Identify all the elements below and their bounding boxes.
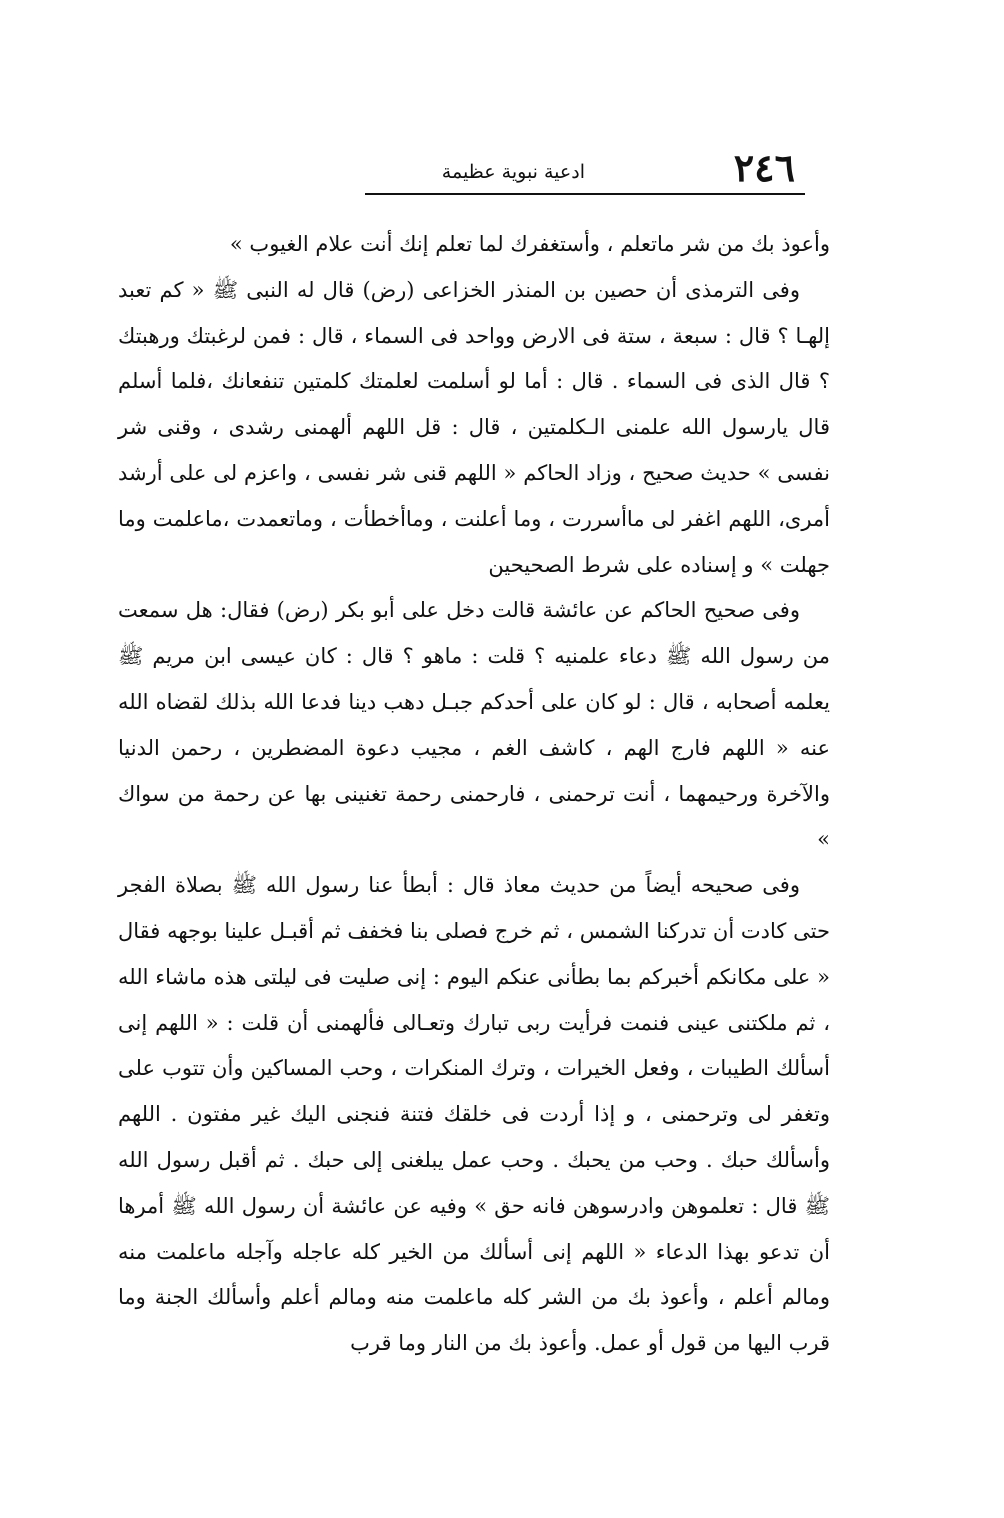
- body-text: [118, 222, 830, 1367]
- page-number: ٢٤٦: [733, 145, 795, 190]
- header-divider: [365, 193, 805, 195]
- paragraph: وفى صحيح الحاكم عن عائشة قالت دخل على أبو بكر (رض) فقال: هل سمعت من رسول الله ﷺ دعاء علمنيه ؟ قلت : ماهو ؟ قال : كان عيسى ابن مريم ﷺ يعلمه أصحابه ، قال : لو كان على أحدكم جبـل دهب دينا فدعا الله بذلك لقضاه الله عنه « اللهم فارج الهم ، كاشف الغم ، مجيب دعوة المضطرين ، رحمن الدنيا والآخرة ورحيمهما ، أنت ترحمنى ، فارحمنى رحمة تغنينى بها عن رحمة من سواك »: [118, 598, 830, 852]
- page-header: [365, 145, 805, 190]
- running-title: ادعية نبوية عظيمة: [441, 161, 585, 183]
- paragraph: وفى صحيحه أيضاً من حديث معاذ قال : أبطأ عنا رسول الله ﷺ بصلاة الفجر حتى كادت أن تدركنا الشمس ، ثم خرج فصلى بنا فخفف ثم أقبـل علينا بوجهه فقال « على مكانكم أخبركم بما بطأنى عنكم اليوم : إنى صليت فى ليلتى هذه ماشاء الله ، ثم ملكتنى عينى فنمت فرأيت ربى تبارك وتعـالى فألهمنى أن قلت : « اللهم إنى أسألك الطيبات ، وفعل الخيرات ، وترك المنكرات ، وحب المساكين وأن تتوب على وتغفر لى وترحمنى ، و إذا أردت فى خلقك فتنة فنجنى اليك غير مفتون . اللهم وأسألك حبك . وحب من يحبك . وحب عمل يبلغنى إلى حبك . ثم أقبل رسول الله ﷺ قال : تعلموهن وادرسوهن فانه حق » وفيه عن عائشة أن رسول الله ﷺ أمرها أن تدعو بهذا الدعاء « اللهم إنى أسألك من الخير كله عاجله وآجله ماعلمت منه ومالم أعلم ، وأعوذ بك من الشر كله ماعلمت منه ومالم أعلم وأسألك الجنة وما قرب اليها من قول أو عمل. وأعوذ بك من النار وما قرب: [118, 873, 830, 1356]
- paragraph: وأعوذ بك من شر ماتعلم ، وأستغفرك لما تعلم إنك أنت علام الغيوب »: [229, 232, 830, 256]
- paragraph: وفى الترمذى أن حصين بن المنذر الخزاعى (رض) قال له النبى ﷺ « كم تعبد إلهـا ؟ قال : سبعة ، ستة فى الارض وواحد فى السماء ، قال : فمن لرغبتك ورهبتك ؟ قال الذى فى السماء . قال : أما لو أسلمت لعلمتك كلمتين تنفعانك ،فلما أسلم قال يارسول الله علمنى الـكلمتين ، قال : قل اللهم ألهمنى رشدى ، وقنى شر نفسى » حديث صحيح ، وزاد الحاكم « اللهم قنى شر نفسى ، واعزم لى على أرشد أمرى، اللهم اغفر لى ماأسررت ، وما أعلنت ، وماأخطأت ، وماتعمدت ،ماعلمت وما جهلت » و إسناده على شرط الصحيحين: [118, 277, 830, 577]
